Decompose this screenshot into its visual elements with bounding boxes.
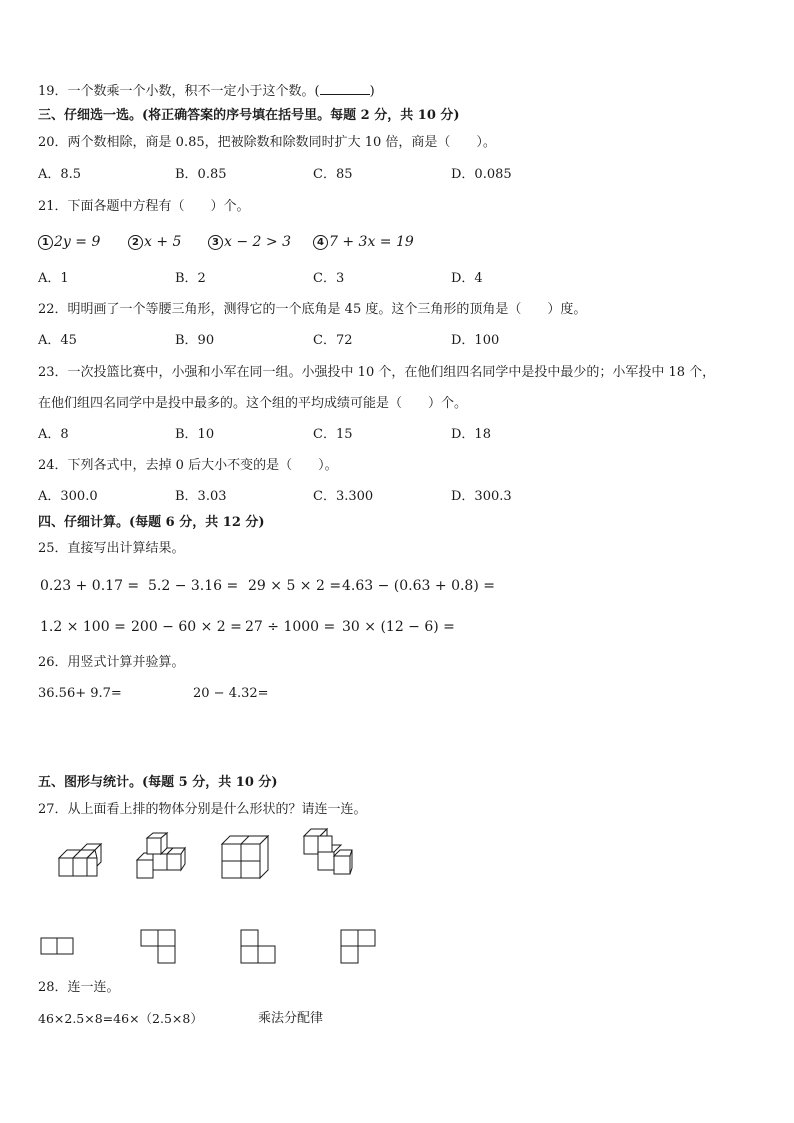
q25-stem: 25．直接写出计算结果。	[38, 541, 185, 556]
q25-calc-3: 29 × 5 × 2 =	[248, 578, 342, 594]
q26-stem: 26．用竖式计算并验算。	[38, 655, 185, 670]
q19-answer-blank[interactable]	[320, 82, 370, 95]
section-4-title: 四、仔细计算。(每题 6 分，共 12 分)	[38, 515, 265, 530]
q28-right-law[interactable]: 乘法分配律	[258, 1011, 324, 1026]
q21-item-2	[128, 233, 181, 251]
q21-stem: 21．下面各题中方程有（ ）个。	[38, 199, 250, 214]
q21-item-2-expr: x + 5	[144, 234, 182, 250]
q24-option-d[interactable]: D．300.3	[451, 489, 512, 504]
circled-number-4: 4	[313, 235, 328, 250]
q20-option-b[interactable]: B．0.85	[175, 167, 227, 182]
q25-calc-1: 0.23 + 0.17 =	[40, 578, 140, 594]
q21-option-b[interactable]: B．2	[175, 271, 206, 286]
q25-calc-4: 4.63 − (0.63 + 0.8) =	[342, 578, 495, 594]
q20-option-c[interactable]: C．85	[313, 167, 353, 182]
q19-close-paren: )	[369, 84, 375, 99]
q20-stem: 20．两个数相除，商是 0.85，把被除数和除数同时扩大 10 倍，商是（ ）。	[38, 135, 496, 150]
q23-option-c[interactable]: C．15	[313, 427, 353, 442]
q21-option-d[interactable]: D．4	[451, 271, 483, 286]
q25-calc-8: 30 × (12 − 6) =	[342, 619, 455, 635]
q23-option-b[interactable]: B．10	[175, 427, 215, 442]
q23-stem-line1: 23．一次投篮比赛中，小强和小军在同一组。小强投中 10 个，在他们组四名同学中是投中最少的；小军投中 18 个，	[38, 365, 716, 380]
circled-number-2: 2	[128, 235, 143, 250]
top-view-shape-3	[240, 929, 278, 965]
q25-calc-7: 27 ÷ 1000 =	[245, 619, 336, 635]
q21-item-1-expr: 2y = 9	[54, 234, 101, 250]
q22-option-a[interactable]: A．45	[38, 333, 77, 348]
q26-expr-2: 20 − 4.32=	[193, 686, 269, 701]
q22-option-d[interactable]: D．100	[451, 333, 500, 348]
cube-figure-4	[300, 826, 356, 880]
cube-figure-2	[135, 832, 187, 882]
q24-option-c[interactable]: C．3.300	[313, 489, 374, 504]
q25-calc-5: 1.2 × 100 =	[40, 619, 126, 635]
q21-option-c[interactable]: C．3	[313, 271, 345, 286]
q22-option-b[interactable]: B．90	[175, 333, 215, 348]
q28-stem: 28．连一连。	[38, 980, 120, 995]
q26-expr-1: 36.56+ 9.7=	[38, 686, 122, 701]
q23-option-d[interactable]: D．18	[451, 427, 491, 442]
q25-calc-2: 5.2 − 3.16 =	[148, 578, 239, 594]
q28-left-expression[interactable]: 46×2.5×8=46×（2.5×8）	[38, 1011, 203, 1026]
q21-option-a[interactable]: A．1	[38, 271, 69, 286]
q27-stem: 27．从上面看上排的物体分别是什么形状的？请连一连。	[38, 802, 367, 817]
section-3-title: 三、仔细选一选。(将正确答案的序号填在括号里。每题 2 分，共 10 分)	[38, 108, 460, 123]
cube-figure-3	[220, 834, 272, 880]
q21-item-4	[313, 233, 414, 251]
q21-item-3	[208, 233, 291, 251]
q20-option-d[interactable]: D．0.085	[451, 167, 512, 182]
q23-option-a[interactable]: A．8	[38, 427, 69, 442]
circled-number-1: 1	[38, 235, 53, 250]
top-view-shape-4	[340, 929, 378, 965]
q19-text	[38, 82, 375, 100]
q19-stem: 19．一个数乘一个小数，积不一定小于这个数。(	[38, 84, 320, 99]
top-view-shape-1	[40, 936, 76, 956]
q23-stem-line2: 在他们组四名同学中是投中最多的。这个组的平均成绩可能是（ ）个。	[38, 396, 468, 411]
q20-option-a[interactable]: A．8.5	[38, 167, 82, 182]
q21-item-4-expr: 7 + 3x = 19	[329, 234, 414, 250]
q24-option-b[interactable]: B．3.03	[175, 489, 227, 504]
q25-calc-6: 200 − 60 × 2 =	[131, 619, 242, 635]
q21-item-1	[38, 233, 100, 251]
circled-number-3: 3	[208, 235, 223, 250]
cube-figure-1	[55, 840, 105, 880]
section-5-title: 五、图形与统计。(每题 5 分，共 10 分)	[38, 775, 278, 790]
top-view-shape-2	[140, 929, 178, 965]
q22-stem: 22．明明画了一个等腰三角形，测得它的一个底角是 45 度。这个三角形的顶角是（ ）度。	[38, 302, 587, 317]
q21-item-3-expr: x − 2 > 3	[224, 234, 291, 250]
q24-stem: 24．下列各式中，去掉 0 后大小不变的是（ ）。	[38, 458, 338, 473]
q22-option-c[interactable]: C．72	[313, 333, 353, 348]
q24-option-a[interactable]: A．300.0	[38, 489, 98, 504]
